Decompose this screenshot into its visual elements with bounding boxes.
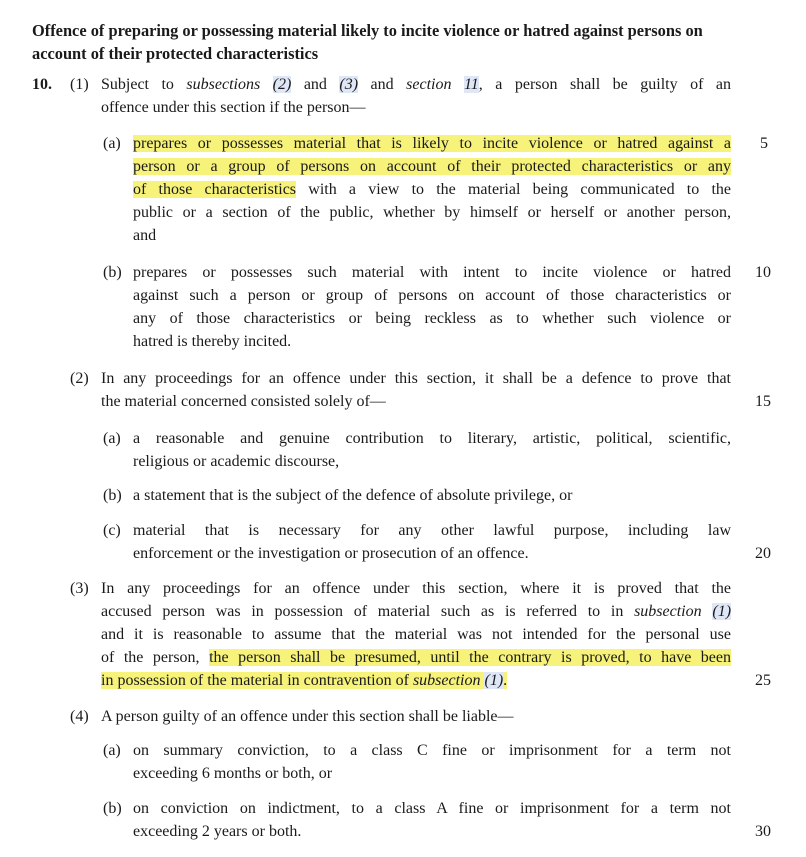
para-4b-label: (b) bbox=[103, 800, 122, 817]
para-1a-line5: and bbox=[133, 227, 157, 244]
section-heading: Offence of preparing or possessing material likely to incite violence or hatred against persons on account of their protected characteristics bbox=[32, 21, 703, 63]
line-number-10: 10 bbox=[755, 264, 771, 281]
line-number-5: 5 bbox=[760, 135, 768, 152]
para-1b-line3: any of those characteristics or being reckless as to whether such violence or bbox=[133, 310, 731, 327]
para-2c-line1: material that is necessary for any other lawful purpose, including law bbox=[133, 522, 731, 539]
para-1a-line4: public or a section of the public, whether by himself or herself or another person, bbox=[133, 204, 731, 221]
para-4a-line2: exceeding 6 months or both, or bbox=[133, 765, 333, 782]
para-1b-line4: hatred is thereby incited. bbox=[133, 333, 292, 350]
para-2b-line1: a statement that is the subject of the defence of absolute privilege, or bbox=[133, 487, 573, 504]
para-2b-label: (b) bbox=[103, 487, 122, 504]
ref-section-11[interactable]: 11 bbox=[463, 76, 479, 93]
subsection-3-line1: In any proceedings for an offence under this section, where it is proved that the bbox=[101, 580, 731, 597]
subsection-4-label: (4) bbox=[70, 708, 89, 725]
subsection-3-label: (3) bbox=[70, 580, 89, 597]
ref-subsection-3[interactable]: (3) bbox=[339, 76, 359, 93]
para-2a-label: (a) bbox=[103, 430, 121, 447]
line-number-15: 15 bbox=[755, 393, 771, 410]
line-number-30: 30 bbox=[755, 823, 771, 840]
para-1a-line3: of those characteristics with a view to the material being communicated to the bbox=[133, 181, 732, 198]
para-1b-line2: against such a person or group of persons on account of those characteristics or bbox=[133, 287, 731, 304]
subsection-1-intro-line1: Subject to subsections (2) and (3) and section 11, a person shall be guilty of an bbox=[101, 76, 731, 93]
para-2a-line2: religious or academic discourse, bbox=[133, 453, 340, 470]
ref-subsection-1[interactable]: (1) bbox=[712, 603, 732, 620]
para-4a-label: (a) bbox=[103, 742, 121, 759]
para-1a-label: (a) bbox=[103, 135, 121, 152]
subsection-2-line1: In any proceedings for an offence under this section, it shall be a defence to prove that bbox=[101, 370, 731, 387]
subsection-3-line3: and it is reasonable to assume that the material was not intended for the personal use bbox=[101, 626, 731, 643]
ref-subsection-1-b[interactable]: (1) bbox=[484, 672, 504, 689]
para-2a-line1: a reasonable and genuine contribution to literary, artistic, political, scientific, bbox=[133, 430, 731, 447]
para-1a-line1: prepares or possesses material that is likely to incite violence or hatred against a bbox=[133, 135, 731, 152]
subsection-2-line2: the material concerned consisted solely of— bbox=[101, 393, 386, 410]
line-number-25: 25 bbox=[755, 672, 771, 689]
subsection-3-line4: of the person, the person shall be presumed, until the contrary is proved, to have been bbox=[101, 649, 732, 666]
ref-subsection-2[interactable]: (2) bbox=[272, 76, 292, 93]
subsection-1-intro-line2: offence under this section if the person— bbox=[101, 99, 366, 116]
para-1b-label: (b) bbox=[103, 264, 122, 281]
subsection-3-line5: in possession of the material in contravention of subsection (1). bbox=[101, 672, 508, 689]
para-2c-line2: enforcement or the investigation or prosecution of an offence. bbox=[133, 545, 529, 562]
para-4a-line1: on summary conviction, to a class C fine or imprisonment for a term not bbox=[133, 742, 731, 759]
subsection-2-label: (2) bbox=[70, 370, 89, 387]
para-4b-line2: exceeding 2 years or both. bbox=[133, 823, 302, 840]
subsection-1-label: (1) bbox=[70, 76, 89, 93]
para-2c-label: (c) bbox=[103, 522, 121, 539]
subsection-4-line1: A person guilty of an offence under this section shall be liable— bbox=[101, 708, 514, 725]
para-4b-line1: on conviction on indictment, to a class A fine or imprisonment for a term not bbox=[133, 800, 731, 817]
subsection-3-line2: accused person was in possession of material such as is referred to in subsection (1) bbox=[101, 603, 732, 620]
para-1b-line1: prepares or possesses such material with intent to incite violence or hatred bbox=[133, 264, 731, 281]
line-number-20: 20 bbox=[755, 545, 771, 562]
para-1a-line2: person or a group of persons on account of their protected characteristics or any bbox=[133, 158, 731, 175]
section-number: 10. bbox=[32, 76, 52, 93]
